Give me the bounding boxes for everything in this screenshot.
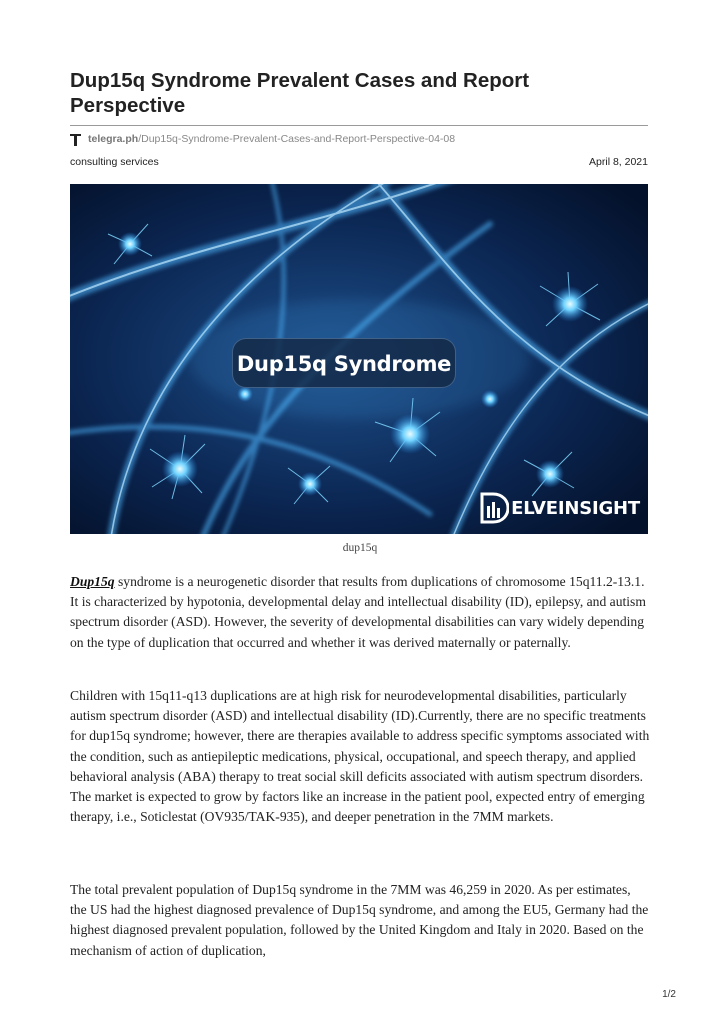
title-divider xyxy=(70,125,648,126)
image-caption: dup15q xyxy=(342,542,378,554)
source-domain: telegra.ph xyxy=(88,133,139,145)
telegraph-logo-icon xyxy=(70,134,82,146)
paragraph-2: Children with 15q11-q13 duplications are at high risk for neurodevelopmental disabilities, particularly autism spectrum disorder (ASD) and intellectual disability (ID).Currently, there are no specific treatments for dup15q syndrome; however, there are therapies available to address specific symptoms associated with the condition, such as antiepileptic medications, physical, occupational, and speech therapy, and applied behavioral analysis (ABA) therapy to treat social skill deficits associated with autism spectrum disorders. The market is expected to grow by factors like an increase in the patient pool, expected entry of emerging therapy, i.e., Soticlestat (OV935/TAK-935), and deeper penetration in the 7MM markets. xyxy=(70,688,650,825)
paragraph-1-text: syndrome is a neurogenetic disorder that results from duplications of chromosome 15q11.2-13.1. It is characterized by hypotonia, developmental delay and intellectual disability (ID), epilepsy, and autism spectrum disorder (ASD). However, the severity of developmental disabilities can vary widely depending on the type of duplication that occurred and whether it was derived maternally or paternally. xyxy=(70,574,646,650)
source-link[interactable] xyxy=(70,132,455,146)
source-path: /Dup15q-Syndrome-Prevalent-Cases-and-Report-Perspective-04-08 xyxy=(138,133,456,145)
brand-name: ELVEINSIGHT xyxy=(511,497,640,519)
page-title: Dup15q Syndrome Prevalent Cases and Report Perspective xyxy=(70,69,530,117)
hero-image xyxy=(70,184,648,534)
delveinsight-brand xyxy=(479,492,640,524)
paragraph-1 xyxy=(70,572,650,653)
hero-title: Dup15q Syndrome xyxy=(232,338,456,388)
publish-date: April 8, 2021 xyxy=(589,156,648,168)
delveinsight-logo-icon xyxy=(479,492,509,524)
page-number: 1/2 xyxy=(662,989,676,1000)
paragraph-3: The total prevalent population of Dup15q syndrome in the 7MM was 46,259 in 2020. As per estimates, the US had the highest diagnosed prevalence of Dup15q syndrome, and among the EU5, Germany had the highest diagnosed prevalent population, followed by the United Kingdom and Italy in 2020. Based on the mechanism of action of duplication, xyxy=(70,882,649,958)
author-label: consulting services xyxy=(70,156,159,168)
dup15q-link[interactable]: Dup15q xyxy=(70,574,115,589)
